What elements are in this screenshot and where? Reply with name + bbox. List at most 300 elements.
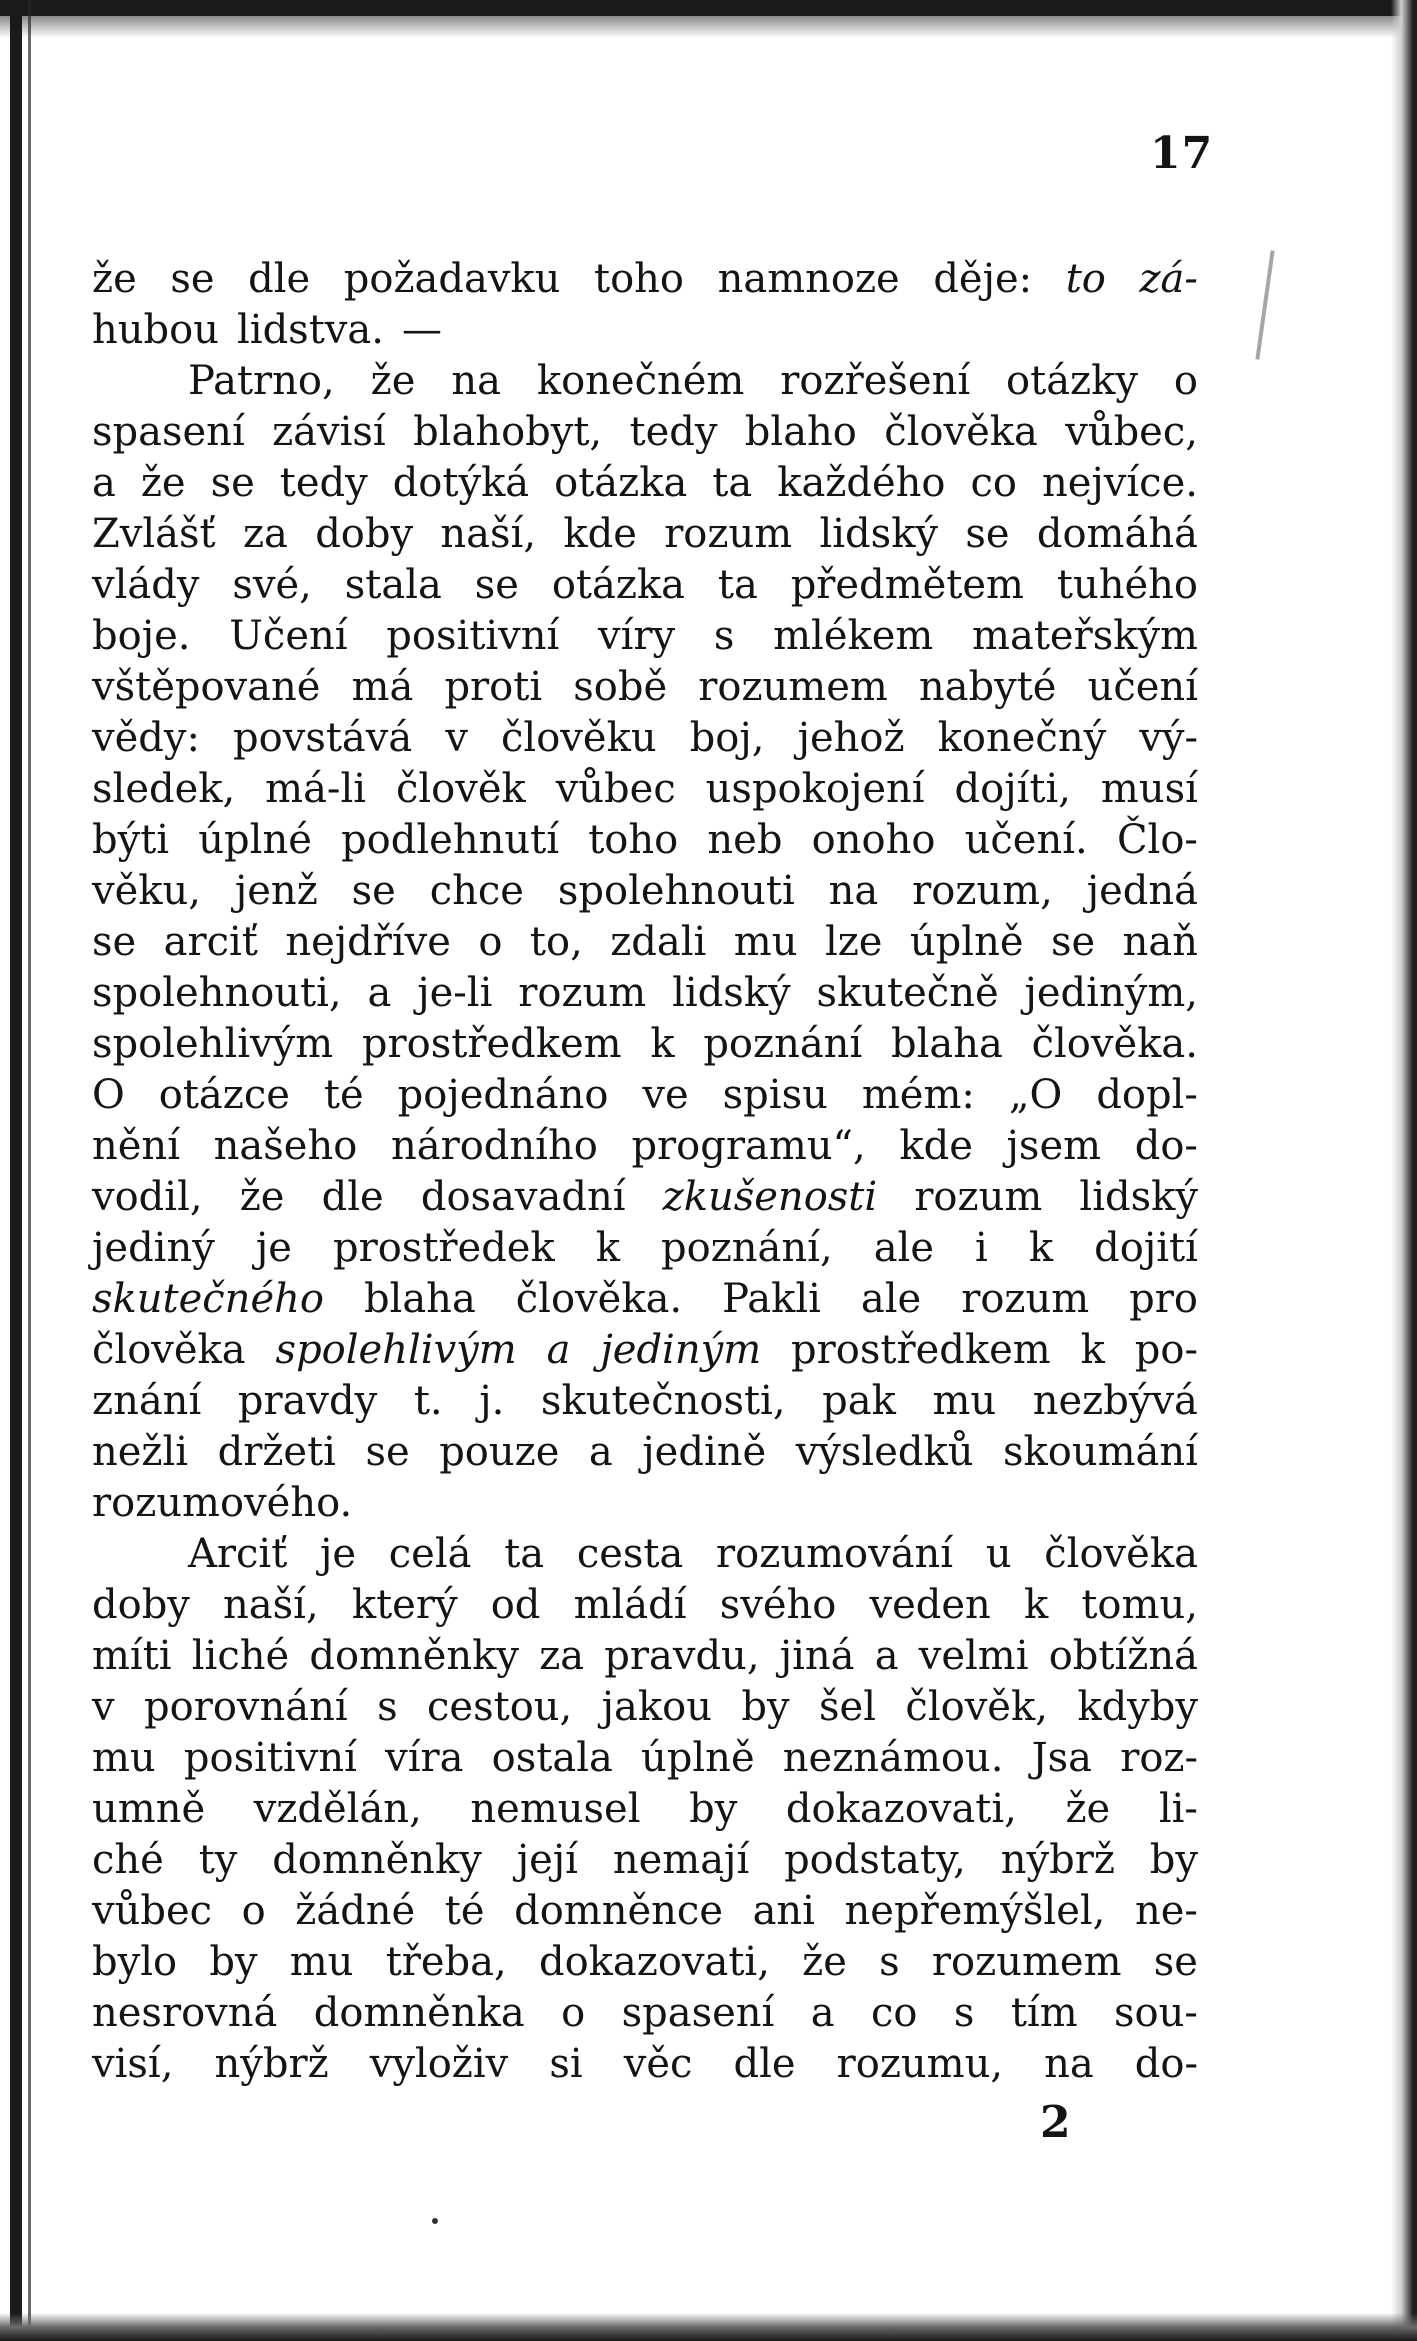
word: blaho: [744, 409, 857, 455]
text-line: [92, 1274, 1198, 1325]
word: kde: [899, 1123, 973, 1169]
word: domněnce: [514, 1888, 723, 1934]
word: o: [1173, 358, 1198, 404]
text-line: [92, 1121, 1198, 1172]
word: se: [365, 1429, 410, 1475]
word: cesta: [576, 1531, 684, 1577]
word: poznání: [703, 1021, 863, 1067]
text-line: [92, 458, 1198, 509]
word: podstaty,: [784, 1837, 966, 1883]
word: s: [953, 1990, 975, 2036]
word: toho: [594, 256, 685, 302]
word: rozumem: [698, 664, 888, 710]
word: spolehlivým: [92, 1021, 334, 1067]
word: konečném: [536, 358, 745, 404]
word: po-: [1134, 1327, 1198, 1373]
word: kdyby: [1077, 1684, 1198, 1730]
word: jediným,: [1024, 970, 1198, 1016]
word: učení: [1087, 664, 1198, 710]
word: že: [802, 1939, 847, 1985]
word: li-: [1158, 1786, 1198, 1832]
word: předmětem: [790, 562, 1024, 608]
word: i: [975, 1225, 988, 1271]
word: rozřešení: [780, 358, 971, 404]
word: blahobyt,: [413, 409, 603, 455]
word: programu“,: [631, 1123, 866, 1169]
word: nežli: [92, 1429, 189, 1475]
word: znání: [92, 1378, 202, 1424]
word: člověka: [1044, 1531, 1198, 1577]
word: rozumování: [716, 1531, 954, 1577]
word: děje:: [933, 256, 1033, 302]
word: mateřským: [972, 613, 1198, 659]
word: mlékem: [773, 613, 934, 659]
emphasized-word: to: [1065, 256, 1106, 302]
text-line: [92, 611, 1198, 662]
word: nejdříve: [285, 919, 451, 965]
word: jenž: [234, 868, 318, 914]
word: konečný: [937, 715, 1107, 761]
word: spisu: [722, 1072, 828, 1118]
word: dle: [321, 1174, 384, 1220]
word: blaha: [363, 1276, 476, 1322]
text-line: [92, 764, 1198, 815]
word: by: [1149, 1837, 1198, 1883]
word: že: [1065, 1786, 1111, 1832]
word: skoumání: [1003, 1429, 1198, 1475]
word: se: [351, 868, 396, 914]
word: velmi: [918, 1633, 1029, 1679]
word: výsledků: [795, 1429, 974, 1475]
word: domněnky: [309, 1633, 520, 1679]
word: neznámou.: [782, 1735, 1004, 1781]
word: svého: [719, 1582, 837, 1628]
word: vědy:: [92, 715, 200, 761]
word: mládí: [573, 1582, 687, 1628]
word: jediný: [92, 1225, 215, 1271]
word: nemusel: [470, 1786, 641, 1832]
word: roz-: [1120, 1735, 1198, 1781]
body-text: [92, 254, 1198, 2090]
word: musí: [1100, 766, 1198, 812]
word: positivní: [386, 613, 560, 659]
scan-left-border: [10, 0, 22, 2341]
word: za: [539, 1633, 585, 1679]
text-line: [92, 1835, 1198, 1886]
word: vzdělán,: [253, 1786, 422, 1832]
word: úplné: [198, 817, 312, 863]
word: a: [810, 1990, 835, 2036]
word: k: [595, 1225, 620, 1271]
word: k: [650, 1021, 675, 1067]
word: celá: [388, 1531, 472, 1577]
word: dokazovati,: [785, 1786, 1017, 1832]
word: mu: [92, 1735, 156, 1781]
word: ale: [860, 1276, 922, 1322]
word: dle: [248, 256, 311, 302]
word: dle: [733, 2041, 796, 2087]
word: namnoze: [717, 256, 900, 302]
word: se: [92, 919, 137, 965]
word: se: [170, 256, 215, 302]
scan-top-border: [0, 0, 1417, 16]
word: pojednáno: [397, 1072, 609, 1118]
word: v: [445, 715, 468, 761]
word: pak: [822, 1378, 896, 1424]
text-line: [92, 509, 1198, 560]
word: otázka: [551, 562, 685, 608]
word: k: [1028, 1225, 1054, 1271]
word: mém:: [861, 1072, 975, 1118]
word: nění: [92, 1123, 180, 1169]
word: že: [92, 256, 137, 302]
word: vodil,: [92, 1174, 203, 1220]
word: naší,: [440, 511, 537, 557]
word: je: [255, 1225, 292, 1271]
word: podlehnutí: [341, 817, 559, 863]
word: jakou: [601, 1684, 712, 1730]
word: „O: [1008, 1072, 1063, 1118]
word: nepřemýšlel,: [844, 1888, 1106, 1934]
word: držeti: [217, 1429, 336, 1475]
word: porovnání: [144, 1684, 348, 1730]
word: nýbrž: [1000, 1837, 1115, 1883]
word: lze: [824, 919, 883, 965]
word: lidstva.: [236, 307, 384, 353]
word: by: [689, 1786, 738, 1832]
word: nezbývá: [1032, 1378, 1198, 1424]
word: o: [241, 1888, 266, 1934]
word: s: [713, 613, 735, 659]
word: ta: [717, 562, 758, 608]
text-line: [92, 866, 1198, 917]
word: j.: [479, 1378, 505, 1424]
word: člověka.: [1031, 1021, 1198, 1067]
word: se: [965, 511, 1010, 557]
text-line: [92, 1733, 1198, 1784]
word: dojíti,: [954, 766, 1071, 812]
word: —: [401, 307, 442, 353]
word: závisí: [272, 409, 386, 455]
word: dokazovati,: [538, 1939, 770, 1985]
word: stala: [344, 562, 442, 608]
word: co: [871, 1990, 918, 2036]
word: víra: [385, 1735, 464, 1781]
word: pravdu,: [604, 1633, 760, 1679]
word: dopl-: [1096, 1072, 1198, 1118]
word: naší,: [223, 1582, 319, 1628]
word: otázce: [158, 1072, 290, 1118]
text-line: [92, 305, 1198, 356]
word: Jsa: [1031, 1735, 1093, 1781]
word: ale: [873, 1225, 934, 1271]
word: lidský: [1079, 1174, 1198, 1220]
word: své,: [232, 562, 312, 608]
word: rozum: [914, 1174, 1043, 1220]
text-line: [92, 1886, 1198, 1937]
word: tedy: [279, 460, 368, 506]
scan-left-edge-line: [28, 0, 31, 2341]
word: jiná: [779, 1633, 855, 1679]
word: vlády: [92, 562, 200, 608]
word: u: [985, 1531, 1012, 1577]
word: se: [1050, 919, 1096, 965]
word: sou-: [1114, 1990, 1198, 2036]
word: od: [490, 1582, 541, 1628]
emphasized-word: skutečného: [92, 1276, 324, 1322]
word: každého: [777, 460, 946, 506]
word: kde: [563, 511, 637, 557]
word: rozum: [518, 970, 647, 1016]
word: rozumu,: [836, 2041, 1004, 2087]
word: hubou: [92, 307, 219, 353]
word: O: [92, 1072, 125, 1118]
word: vůbec: [92, 1888, 213, 1934]
word: do-: [1134, 2041, 1198, 2087]
word: s: [377, 1684, 398, 1730]
word: s: [879, 1939, 900, 1985]
word: dojití: [1094, 1225, 1198, 1271]
word: mu: [932, 1378, 997, 1424]
word: by: [741, 1684, 790, 1730]
word: jsem: [1006, 1123, 1102, 1169]
word: lidský: [819, 511, 939, 557]
word: doby: [92, 1582, 190, 1628]
word: na: [451, 358, 501, 404]
word: se: [210, 460, 255, 506]
word: má: [351, 664, 414, 710]
word: žádné: [295, 1888, 416, 1934]
word: mu: [289, 1939, 354, 1985]
word: a: [874, 1633, 899, 1679]
word: člověka: [884, 409, 1038, 455]
word: Arciť: [188, 1531, 288, 1577]
word: rozum: [664, 511, 793, 557]
word: Člo-: [1116, 817, 1198, 863]
word: šel: [819, 1684, 877, 1730]
word: lidský: [672, 970, 791, 1016]
word: otázka: [554, 460, 688, 506]
text-line: [92, 662, 1198, 713]
word: úplně: [909, 919, 1024, 965]
word: ta: [504, 1531, 545, 1577]
word: skutečnosti,: [540, 1378, 786, 1424]
word: obtížná: [1048, 1633, 1198, 1679]
word: že: [140, 460, 186, 506]
word: tomu,: [1081, 1582, 1198, 1628]
word: rozumem: [931, 1939, 1122, 1985]
word: rozum: [961, 1276, 1090, 1322]
word: býti: [92, 817, 170, 863]
word: vůbec,: [1065, 409, 1198, 455]
page-number: 17: [1150, 128, 1214, 179]
text-line: [92, 968, 1198, 1019]
word: umně: [92, 1786, 206, 1832]
word: její: [516, 1837, 578, 1883]
word: boje.: [92, 613, 191, 659]
word: mu: [733, 919, 798, 965]
text-line: [92, 1988, 1198, 2039]
word: zdali: [610, 919, 707, 965]
word: za: [242, 511, 288, 557]
word: vý-: [1139, 715, 1198, 761]
word: liché: [191, 1633, 290, 1679]
text-line: [92, 1427, 1198, 1478]
text-line: [92, 1682, 1198, 1733]
text-line: [92, 1376, 1198, 1427]
word: člověk,: [905, 1684, 1048, 1730]
word: neb: [707, 817, 783, 863]
word: prostředkem: [361, 1021, 622, 1067]
word: domněnka: [313, 1990, 525, 2036]
word: spasení: [621, 1990, 775, 2036]
text-line: [92, 1325, 1198, 1376]
emphasized-word: zkušenosti: [662, 1174, 878, 1220]
word: že: [239, 1174, 285, 1220]
word: veden: [869, 1582, 991, 1628]
word: bylo: [92, 1939, 178, 1985]
word: nemají: [612, 1837, 750, 1883]
word: nejvíce.: [1041, 460, 1198, 506]
word: prostředek: [332, 1225, 555, 1271]
word: třeba,: [385, 1939, 507, 1985]
text-line: [92, 1172, 1198, 1223]
word: člověka: [92, 1327, 246, 1373]
word: věc: [623, 2041, 693, 2087]
word: co: [970, 460, 1017, 506]
word: našeho: [213, 1123, 358, 1169]
word: prostředkem: [791, 1327, 1051, 1373]
word: Zvlášť: [92, 511, 216, 557]
word: ani: [752, 1888, 815, 1934]
word: úplně: [641, 1735, 755, 1781]
word: spasení: [92, 409, 245, 455]
word: tím: [1010, 1990, 1078, 2036]
word: arciť: [163, 919, 258, 965]
text-line: [92, 1784, 1198, 1835]
word: člověk: [395, 766, 526, 812]
text-line: [92, 254, 1198, 305]
word: do-: [1134, 1123, 1198, 1169]
emphasized-word: jediným: [600, 1327, 762, 1373]
text-line: [92, 917, 1198, 968]
word: blaha: [891, 1021, 1003, 1067]
word: věku,: [92, 868, 201, 914]
word: a: [92, 460, 116, 506]
word: národního: [390, 1123, 598, 1169]
text-line: [92, 1019, 1198, 1070]
word: ostala: [491, 1735, 613, 1781]
text-line: [92, 815, 1198, 866]
emphasized-word: a: [546, 1327, 571, 1373]
word: a: [367, 970, 392, 1016]
word: člověka.: [515, 1276, 683, 1322]
ink-speck: [432, 2218, 438, 2224]
word: positivní: [183, 1735, 357, 1781]
word: pouze: [439, 1429, 560, 1475]
word: proti: [444, 664, 543, 710]
word: pro: [1129, 1276, 1198, 1322]
margin-pencil-mark: [1255, 250, 1274, 359]
word: na: [828, 868, 879, 914]
word: požadavku: [343, 256, 561, 302]
word: Pakli: [722, 1276, 821, 1322]
word: o: [561, 1990, 586, 2036]
word: tedy: [629, 409, 718, 455]
scan-right-border: [1391, 0, 1417, 2341]
word: boj,: [689, 715, 765, 761]
word: ta: [712, 460, 753, 506]
text-line: [92, 1070, 1198, 1121]
word: Patrno,: [188, 358, 335, 404]
text-line: [92, 1631, 1198, 1682]
word: to,: [529, 919, 583, 965]
word: víry: [598, 613, 676, 659]
text-line: [92, 2039, 1198, 2090]
word: nýbrž: [214, 2041, 329, 2087]
word: skutečně: [816, 970, 999, 1016]
word: ve: [642, 1072, 689, 1118]
text-line: [92, 1529, 1198, 1580]
word: rozumového.: [92, 1480, 353, 1526]
word: jehož: [797, 715, 905, 761]
word: vyloživ: [369, 2041, 509, 2087]
word: který: [351, 1582, 458, 1628]
word: ty: [198, 1837, 238, 1883]
word: poznání,: [661, 1225, 833, 1271]
word: domněnky: [272, 1837, 482, 1883]
word: uspokojení: [705, 766, 925, 812]
word: člověku: [501, 715, 657, 761]
word: sobě: [573, 664, 668, 710]
text-line: [92, 1478, 1198, 1529]
word: té: [444, 1888, 485, 1934]
text-line: [92, 356, 1198, 407]
word: ché: [92, 1837, 164, 1883]
word: dosavadní: [420, 1174, 626, 1220]
word: domáhá: [1036, 511, 1198, 557]
word: doby: [315, 511, 414, 557]
word: je: [319, 1531, 357, 1577]
word: se: [1153, 1939, 1198, 1985]
word: a: [588, 1429, 613, 1475]
scan-bottom-border: [0, 2313, 1417, 2341]
word: rozum,: [912, 868, 1053, 914]
word: dotýká: [392, 460, 530, 506]
word: t.: [413, 1378, 443, 1424]
word: sledek,: [92, 766, 236, 812]
text-line: [92, 1580, 1198, 1631]
scan-top-shadow: [0, 16, 1417, 38]
word: spolehnouti,: [92, 970, 342, 1016]
word: jedině: [642, 1429, 767, 1475]
word: o: [478, 919, 503, 965]
word: té: [323, 1072, 364, 1118]
word: spolehnouti: [557, 868, 795, 914]
word: si: [549, 2041, 583, 2087]
word: chce: [429, 868, 524, 914]
word: povstává: [233, 715, 413, 761]
word: se: [474, 562, 519, 608]
word: nesrovná: [92, 1990, 278, 2036]
word: je-li: [417, 970, 493, 1016]
word: onoho: [811, 817, 936, 863]
emphasized-word: zá-: [1139, 256, 1198, 302]
word: jedná: [1086, 868, 1198, 914]
word: ne-: [1134, 1888, 1198, 1934]
word: vůbec: [555, 766, 676, 812]
emphasized-word: spolehlivým: [275, 1327, 517, 1373]
